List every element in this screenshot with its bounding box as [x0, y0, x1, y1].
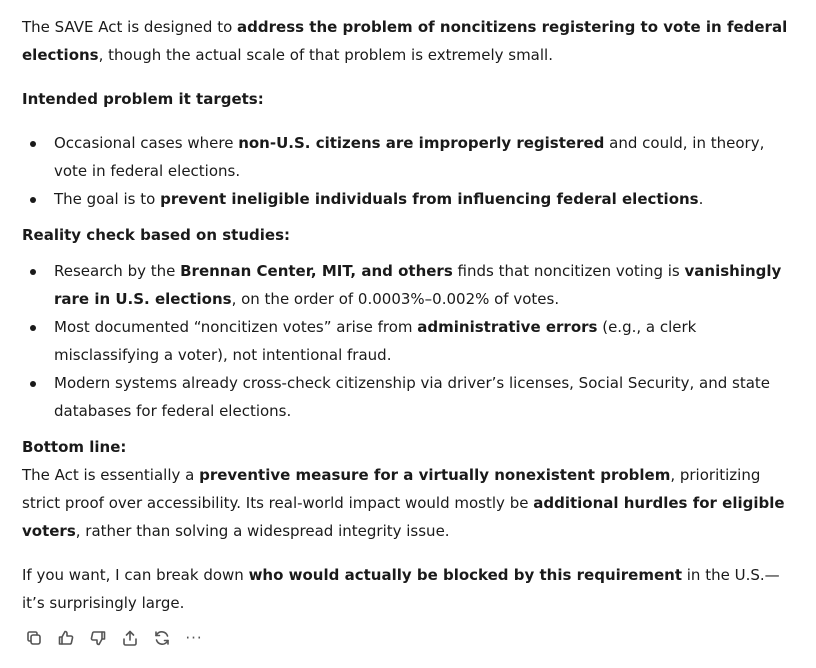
- list-item-text: (e.g., a clerk misclassifying a voter), not intentional fraud.: [54, 318, 697, 364]
- list-item-bold: administrative errors: [417, 318, 598, 336]
- list-item-text: and could, in theory, vote in federal elections.: [54, 134, 765, 180]
- list-item-text: Research by the: [54, 262, 181, 280]
- list-item-text: The goal is to: [54, 190, 161, 208]
- thumbs-down-icon: [89, 629, 107, 647]
- intro-text: The SAVE Act is designed to: [22, 18, 238, 36]
- intro-paragraph: [22, 13, 797, 69]
- list-item-text: Most documented “noncitizen votes” arise from: [54, 318, 418, 336]
- list-item-text: Modern systems already cross-check citizenship via driver’s licenses, Social Security, and state databases for federal elections.: [54, 374, 771, 420]
- list-item-text: finds that noncitizen voting is: [452, 262, 685, 280]
- offer-paragraph: [22, 561, 797, 617]
- bottom-bold: preventive measure for a virtually nonexistent problem: [199, 466, 671, 484]
- list-item-text: , on the order of 0.0003%–0.002% of votes.: [231, 290, 560, 308]
- list-item: [22, 313, 797, 369]
- copy-button[interactable]: [22, 626, 46, 650]
- bottom-line-paragraph: [22, 461, 797, 545]
- thumbs-down-button[interactable]: [86, 626, 110, 650]
- more-icon: ···: [185, 629, 203, 647]
- section2-heading: Reality check based on studies:: [22, 226, 291, 244]
- section1-heading: Intended problem it targets:: [22, 90, 264, 108]
- list-item-text: .: [698, 190, 704, 208]
- copy-icon: [25, 629, 43, 647]
- list-item: [22, 369, 797, 425]
- list-item: [22, 257, 797, 313]
- offer-bold: who would actually be blocked by this requirement: [248, 566, 682, 584]
- section2-list: [22, 257, 797, 425]
- bottom-text: , rather than solving a widespread integrity issue.: [75, 522, 450, 540]
- list-item-bold: vanishingly rare in U.S. elections: [54, 262, 782, 308]
- bottom-text: The Act is essentially a: [22, 466, 200, 484]
- section1-list: [22, 129, 797, 213]
- list-item-text: Occasional cases where: [54, 134, 239, 152]
- list-item-bold: non-U.S. citizens are improperly registered: [238, 134, 605, 152]
- offer-text: in the U.S.—it’s surprisingly large.: [22, 566, 780, 612]
- thumbs-up-icon: [57, 629, 75, 647]
- more-button[interactable]: [182, 626, 206, 650]
- regenerate-icon: [153, 629, 171, 647]
- bottom-text: , prioritizing strict proof over accessibility. Its real-world impact would mostly be: [22, 466, 761, 512]
- message-actions-toolbar: [22, 626, 206, 650]
- share-icon: [121, 629, 139, 647]
- list-item-bold: prevent ineligible individuals from influencing federal elections: [160, 190, 699, 208]
- intro-text-end: , though the actual scale of that problem is extremely small.: [98, 46, 553, 64]
- offer-text: If you want, I can break down: [22, 566, 249, 584]
- regenerate-button[interactable]: [150, 626, 174, 650]
- share-button[interactable]: [118, 626, 142, 650]
- bottom-line-heading: Bottom line:: [22, 438, 127, 456]
- list-item: [22, 129, 797, 185]
- thumbs-up-button[interactable]: [54, 626, 78, 650]
- bottom-bold: additional hurdles for eligible voters: [22, 494, 785, 540]
- list-item-bold: Brennan Center, MIT, and others: [180, 262, 453, 280]
- intro-bold: address the problem of noncitizens registering to vote in federal elections: [22, 18, 788, 64]
- list-item: [22, 185, 797, 213]
- assistant-message: [22, 13, 797, 617]
